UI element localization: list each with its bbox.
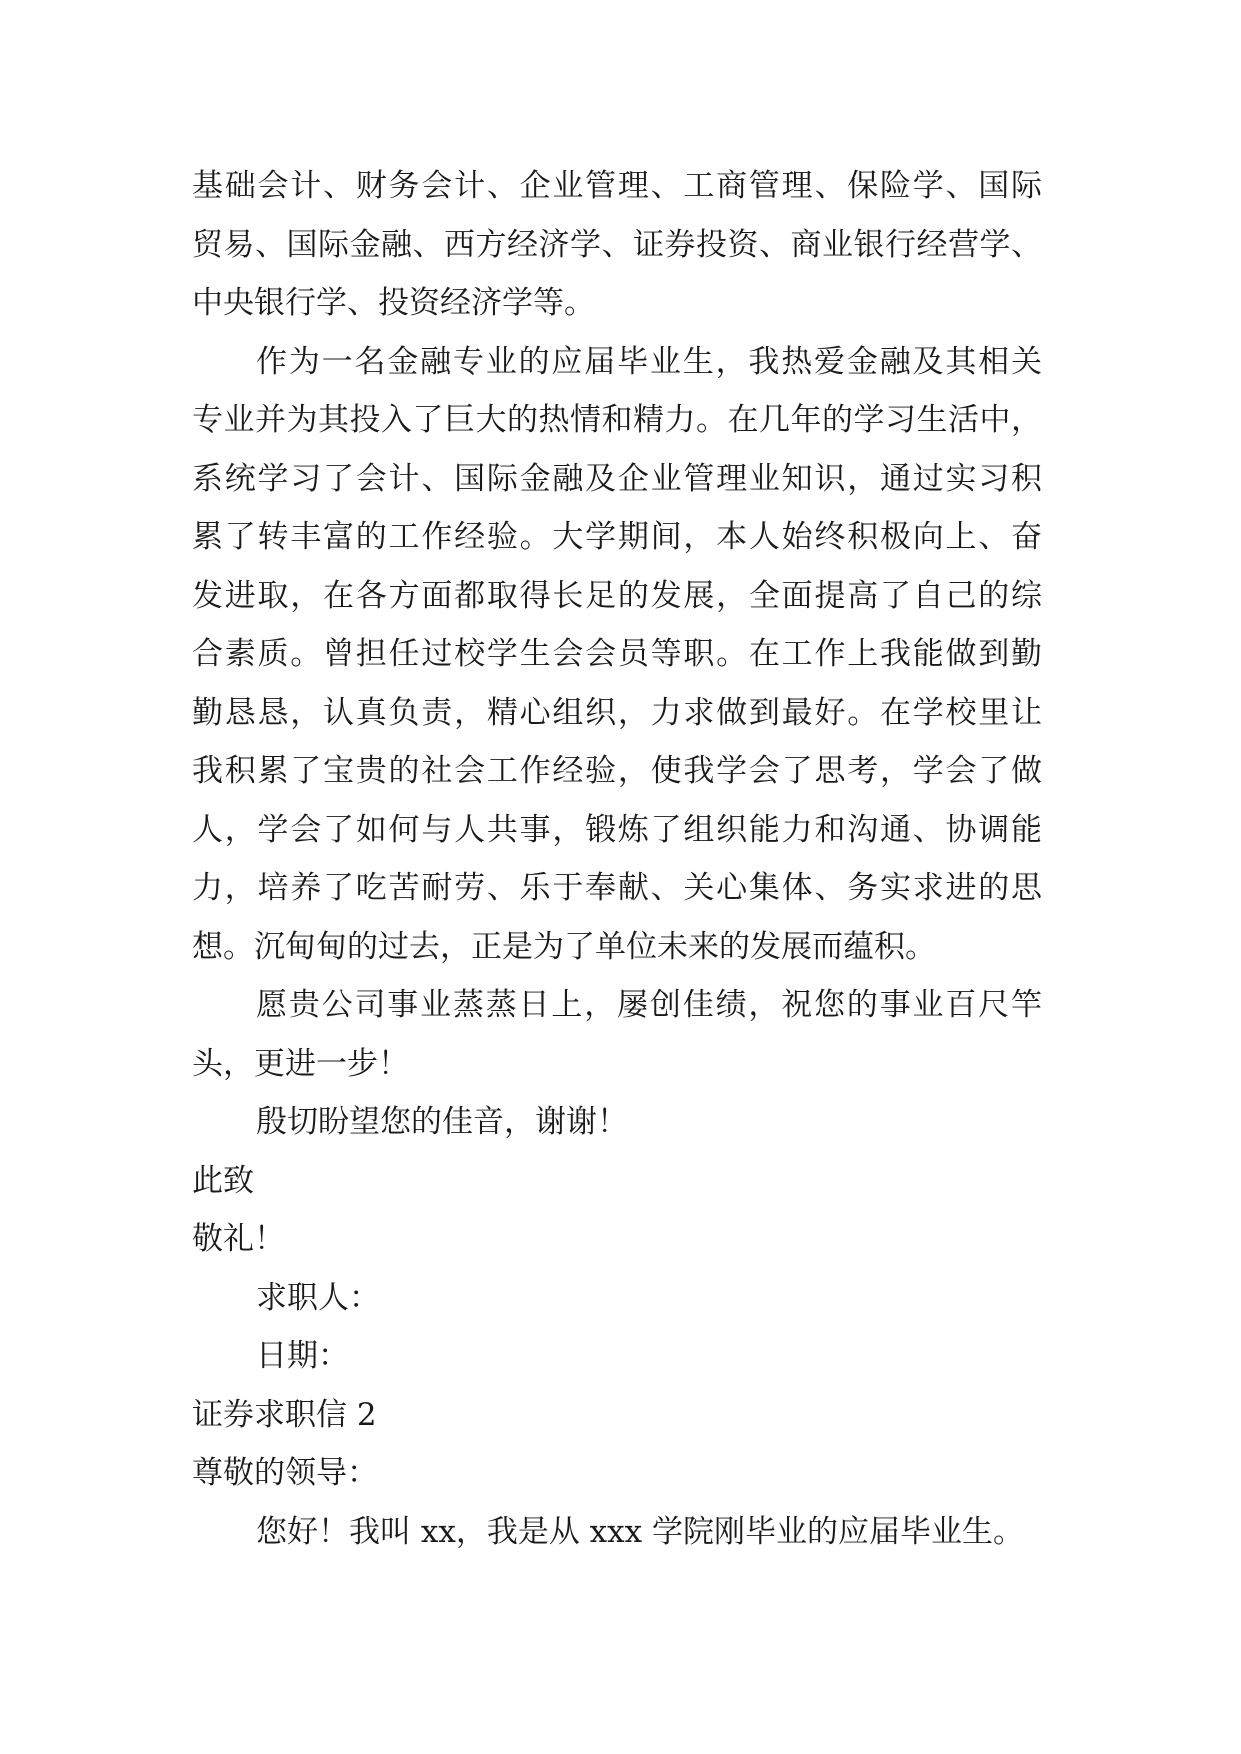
text-line: 合素质。曾担任过校学生会会员等职。在工作上我能做到勤 — [192, 636, 1042, 672]
applicant-label: 求职人： — [256, 1279, 380, 1316]
text-line: 专业并为其投入了巨大的热情和精力。在几年的学习生活中， — [192, 402, 1042, 438]
text-line: 中央银行学、投资经济学等。 — [192, 285, 595, 321]
closing-regards: 敬礼！ — [192, 1221, 285, 1257]
text-line: 头，更进一步！ — [192, 1045, 409, 1082]
text-line: 力，培养了吃苦耐劳、乐于奉献、关心集体、务实求进的思 — [192, 870, 1042, 906]
closing-salutation: 此致 — [192, 1162, 254, 1199]
text-line: 发进取，在各方面都取得长足的发展，全面提高了自己的综 — [192, 577, 1042, 614]
paragraph-first-line: 愿贵公司事业蒸蒸日上，屡创佳绩，祝您的事业百尺竿 — [256, 987, 1042, 1023]
text-line: 勤恳恳，认真负责，精心组织，力求做到最好。在学校里让 — [192, 694, 1042, 731]
greeting: 尊敬的领导： — [192, 1455, 378, 1491]
letter-body — [192, 157, 1042, 1561]
section-title: 证券求职信 2 — [192, 1396, 377, 1433]
text-line: 我积累了宝贵的社会工作经验，使我学会了思考，学会了做 — [192, 753, 1042, 789]
date-label: 日期： — [256, 1338, 349, 1374]
text-line: 系统学习了会计、国际金融及企业管理业知识，通过实习积 — [192, 460, 1042, 497]
text-line: 贸易、国际金融、西方经济学、证券投资、商业银行经营学、 — [192, 226, 1042, 263]
paragraph-first-line: 殷切盼望您的佳音，谢谢！ — [256, 1104, 628, 1140]
paragraph-first-line: 您好！我叫 xx，我是从 xxx 学院刚毕业的应届毕业生。 — [256, 1513, 1024, 1550]
text-line: 想。沉甸甸的过去，正是为了单位未来的发展而蕴积。 — [192, 928, 936, 965]
text-line: 基础会计、财务会计、企业管理、工商管理、保险学、国际 — [192, 168, 1042, 204]
text-line: 人，学会了如何与人共事，锻炼了组织能力和沟通、协调能 — [192, 811, 1042, 848]
text-line: 累了转丰富的工作经验。大学期间，本人始终积极向上、奋 — [192, 519, 1042, 555]
paragraph-first-line: 作为一名金融专业的应届毕业生，我热爱金融及其相关 — [256, 343, 1042, 380]
